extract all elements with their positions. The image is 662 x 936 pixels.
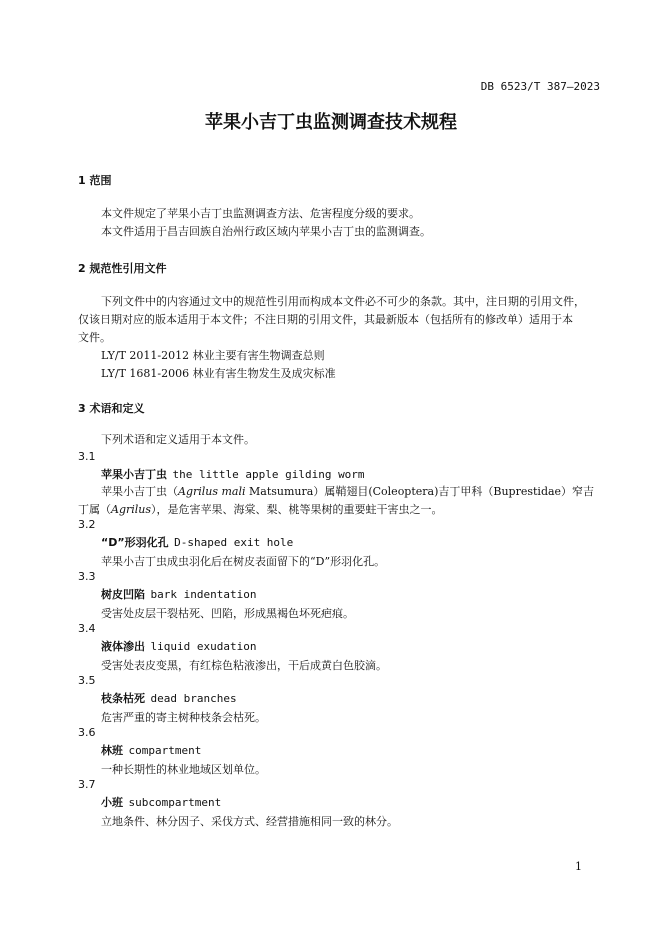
term-english: D-shaped exit hole bbox=[174, 536, 294, 549]
section-2-heading: 2 规范性引用文件 bbox=[78, 262, 167, 275]
term-chinese: “D”形羽化孔 bbox=[101, 536, 169, 549]
term-title bbox=[101, 586, 256, 602]
term-english: the little apple gilding worm bbox=[172, 468, 365, 481]
definition-text: 苹果小吉丁虫（ bbox=[101, 485, 178, 498]
term-title bbox=[101, 794, 221, 810]
term-english: dead branches bbox=[150, 692, 237, 705]
term-number: 3.6 bbox=[78, 726, 96, 739]
term-title bbox=[101, 690, 237, 706]
reference-2: LY/T 1681-2006 林业有害生物发生及成灾标准 bbox=[101, 367, 336, 380]
latin-name: Agrilus bbox=[111, 503, 152, 516]
latin-name: Agrilus mali bbox=[178, 485, 246, 498]
term-english: compartment bbox=[128, 744, 202, 757]
term-definition: 一种长期性的林业地域区划单位。 bbox=[101, 763, 266, 776]
term-title bbox=[101, 534, 293, 550]
section-1-heading: 1 范围 bbox=[78, 174, 112, 187]
section-2-paragraph-line-2: 仅该日期对应的版本适用于本文件；不注日期的引用文件，其最新版本（包括所有的修改单）适用于本 bbox=[78, 313, 573, 326]
term-number: 3.1 bbox=[78, 450, 96, 463]
term-definition: 危害严重的寄主树种枝条会枯死。 bbox=[101, 711, 266, 724]
document-code: DB 6523/T 387—2023 bbox=[480, 80, 600, 93]
term-title bbox=[101, 638, 256, 654]
term-english: subcompartment bbox=[128, 796, 222, 809]
definition-text: 丁属（ bbox=[78, 503, 111, 516]
term-definition: 受害处皮层干裂枯死、凹陷，形成黑褐色坏死疤痕。 bbox=[101, 607, 354, 620]
term-chinese: 树皮凹陷 bbox=[101, 588, 145, 601]
term-number: 3.4 bbox=[78, 622, 96, 635]
term-number: 3.5 bbox=[78, 674, 96, 687]
term-chinese: 林班 bbox=[101, 744, 123, 757]
definition-text: ），是危害苹果、海棠、梨、桃等果树的重要蛀干害虫之一。 bbox=[151, 503, 443, 516]
reference-1: LY/T 2011-2012 林业主要有害生物调查总则 bbox=[101, 349, 325, 362]
term-definition: 苹果小吉丁虫成虫羽化后在树皮表面留下的“D”形羽化孔。 bbox=[101, 555, 386, 568]
term-english: bark indentation bbox=[150, 588, 257, 601]
term-english: liquid exudation bbox=[150, 640, 257, 653]
term-definition: 受害处表皮变黑，有红棕色粘液渗出，干后成黄白色胶滴。 bbox=[101, 659, 387, 672]
term-definition: 立地条件、林分因子、采伐方式、经营措施相同一致的林分。 bbox=[101, 815, 398, 828]
term-definition-line-1 bbox=[101, 482, 594, 501]
term-chinese: 枝条枯死 bbox=[101, 692, 145, 705]
term-chinese: 小班 bbox=[101, 796, 123, 809]
term-number: 3.2 bbox=[78, 518, 96, 531]
term-title bbox=[101, 742, 201, 758]
page-number: 1 bbox=[575, 860, 582, 873]
term-chinese: 苹果小吉丁虫 bbox=[101, 468, 167, 481]
section-3-heading: 3 术语和定义 bbox=[78, 402, 145, 415]
section-1-paragraph-2: 本文件适用于昌吉回族自治州行政区域内苹果小吉丁虫的监测调查。 bbox=[101, 225, 431, 238]
term-chinese: 液体渗出 bbox=[101, 640, 145, 653]
section-2-paragraph-line-3: 文件。 bbox=[78, 331, 111, 344]
definition-text: Matsumura）属鞘翅目(Coleoptera)吉丁甲科（Buprestidae）窄吉 bbox=[245, 485, 595, 498]
document-title: 苹果小吉丁虫监测调查技术规程 bbox=[205, 112, 457, 133]
term-number: 3.7 bbox=[78, 778, 96, 791]
term-number: 3.3 bbox=[78, 570, 96, 583]
section-3-intro: 下列术语和定义适用于本文件。 bbox=[101, 433, 255, 446]
term-title bbox=[101, 466, 365, 482]
section-1-paragraph-1: 本文件规定了苹果小吉丁虫监测调查方法、危害程度分级的要求。 bbox=[101, 207, 420, 220]
section-2-paragraph-line-1: 下列文件中的内容通过文中的规范性引用而构成本文件必不可少的条款。其中，注日期的引用文件， bbox=[101, 295, 585, 308]
term-definition-line-2 bbox=[78, 500, 443, 519]
